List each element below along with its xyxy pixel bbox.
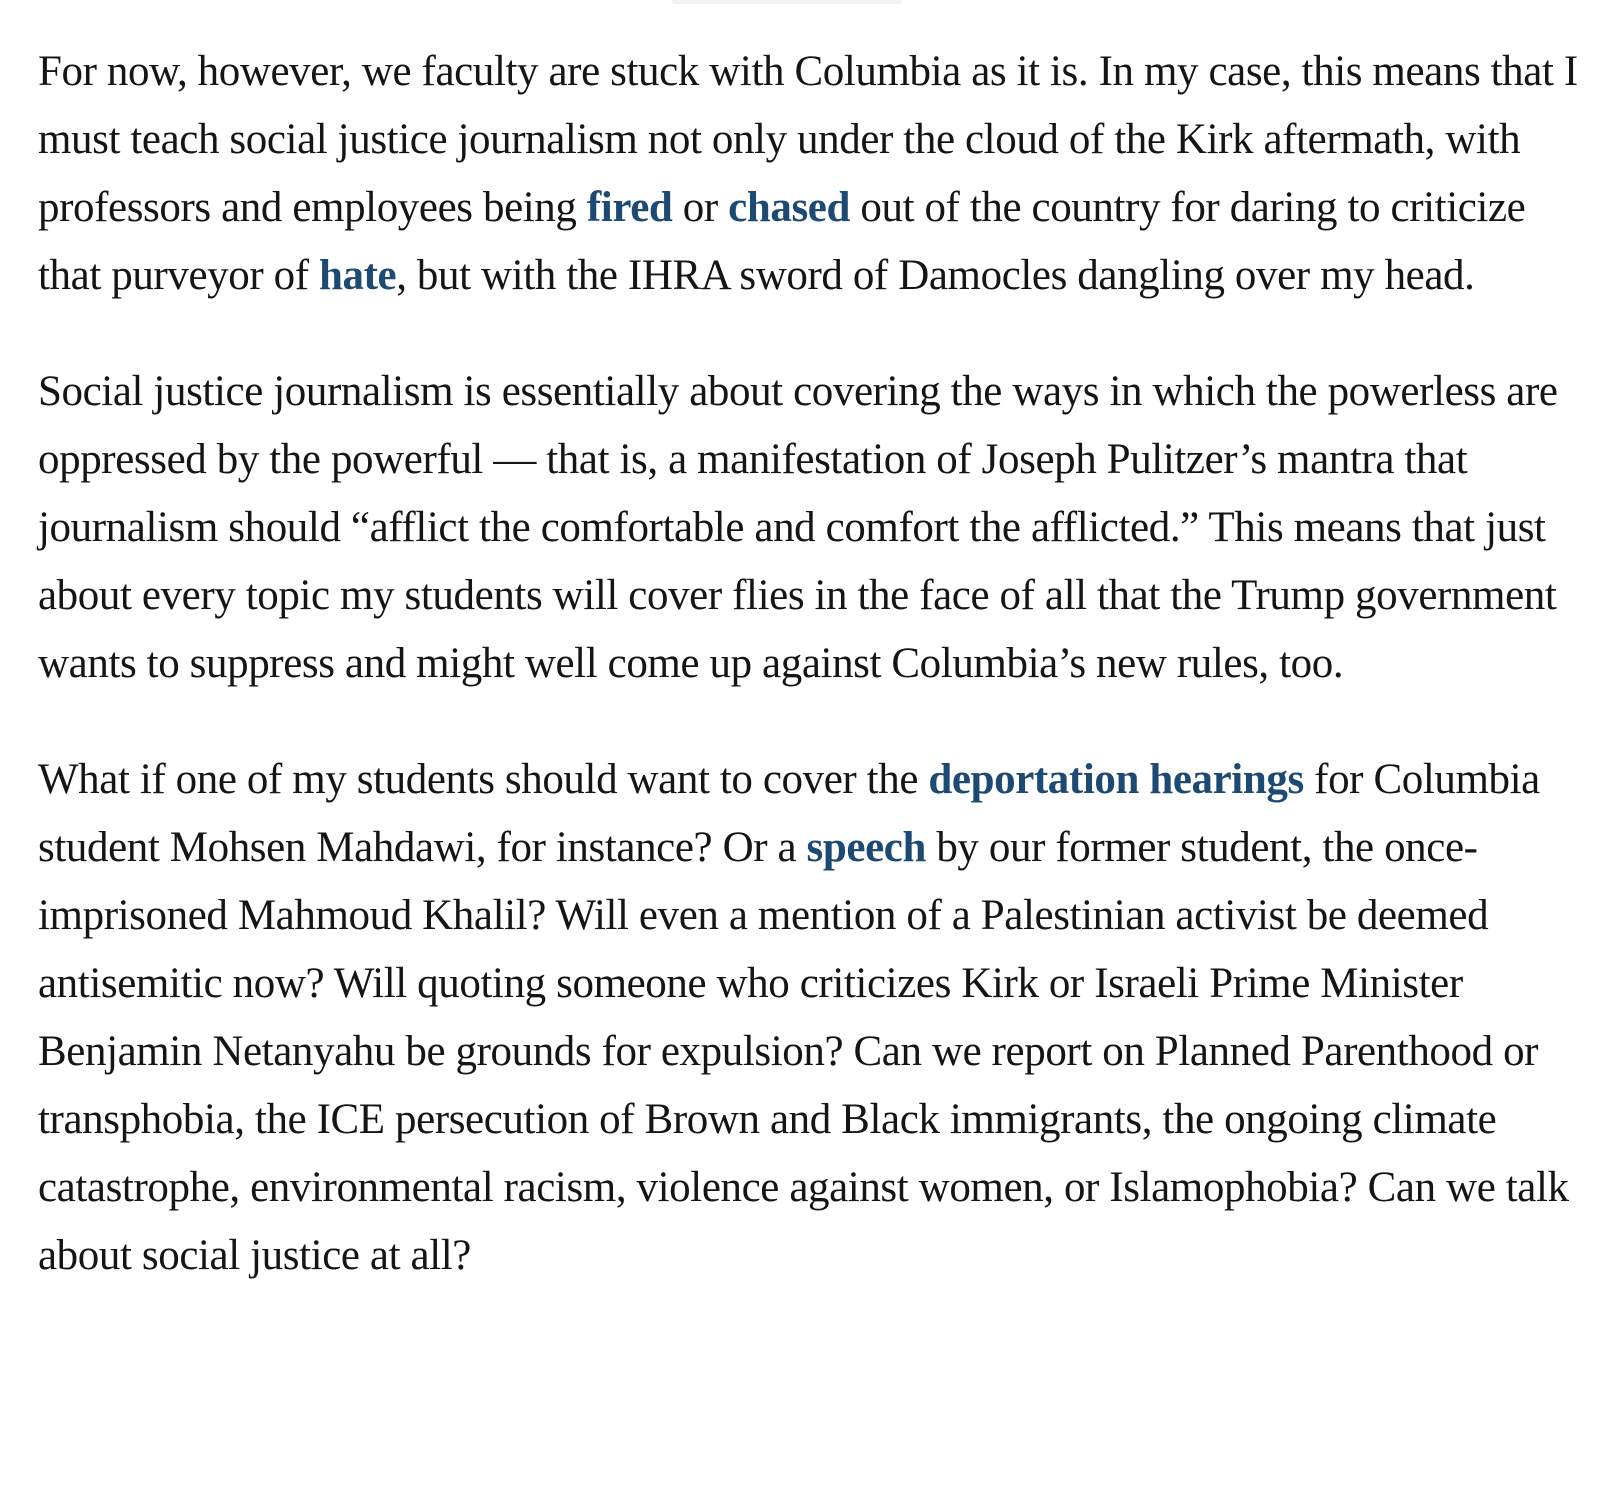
text-segment: Social justice journalism is essentially about covering the ways in which the powerless are oppressed by the powerful — that is, a manifestation of Joseph Pulitzer’s mantra that journalism should “afflict the comfortable and comfort the afflicted.” This means that just about every topic my students will cover flies in the face of all that the Trump government wants to suppress and might well come up against Columbia’s new rules, too. (38, 368, 1558, 687)
text-segment: What if one of my students should want to cover the (38, 756, 929, 803)
text-segment: for Columbia student Mohsen Mahdawi, for instance? Or a (38, 756, 1540, 871)
paragraph-2 (38, 358, 1583, 698)
link-speech[interactable]: speech (806, 824, 926, 871)
link-fired[interactable]: fired (586, 184, 673, 231)
text-segment: , but with the IHRA sword of Damocles dangling over my head. (396, 252, 1475, 299)
text-segment: out of the country for daring to criticize that purveyor of (38, 184, 1526, 299)
text-segment: For now, however, we faculty are stuck with Columbia as it is. In my case, this means that I must teach social justice journalism not only under the cloud of the Kirk aftermath, with professors and employees being (38, 48, 1578, 231)
link-hate[interactable]: hate (318, 252, 397, 299)
link-deportation-hearings[interactable]: deportation hearings (928, 756, 1304, 803)
link-chased[interactable]: chased (728, 184, 851, 231)
article-body (38, 38, 1583, 1338)
text-segment: by our former student, the once-imprisoned Mahmoud Khalil? Will even a mention of a Palestinian activist be deemed antisemitic now? Will quoting someone who criticizes Kirk or Israeli Prime Minister Benjamin Netanyahu be grounds for expulsion? Can we report on Planned Parenthood or transphobia, the ICE persecution of Brown and Black immigrants, the ongoing climate catastrophe, environmental racism, violence against women, or Islamophobia? Can we talk about social justice at all? (38, 824, 1569, 1279)
paragraph-3 (38, 746, 1583, 1290)
paragraph-1 (38, 38, 1583, 310)
top-scroll-indicator (672, 0, 902, 4)
text-segment: or (672, 184, 729, 231)
